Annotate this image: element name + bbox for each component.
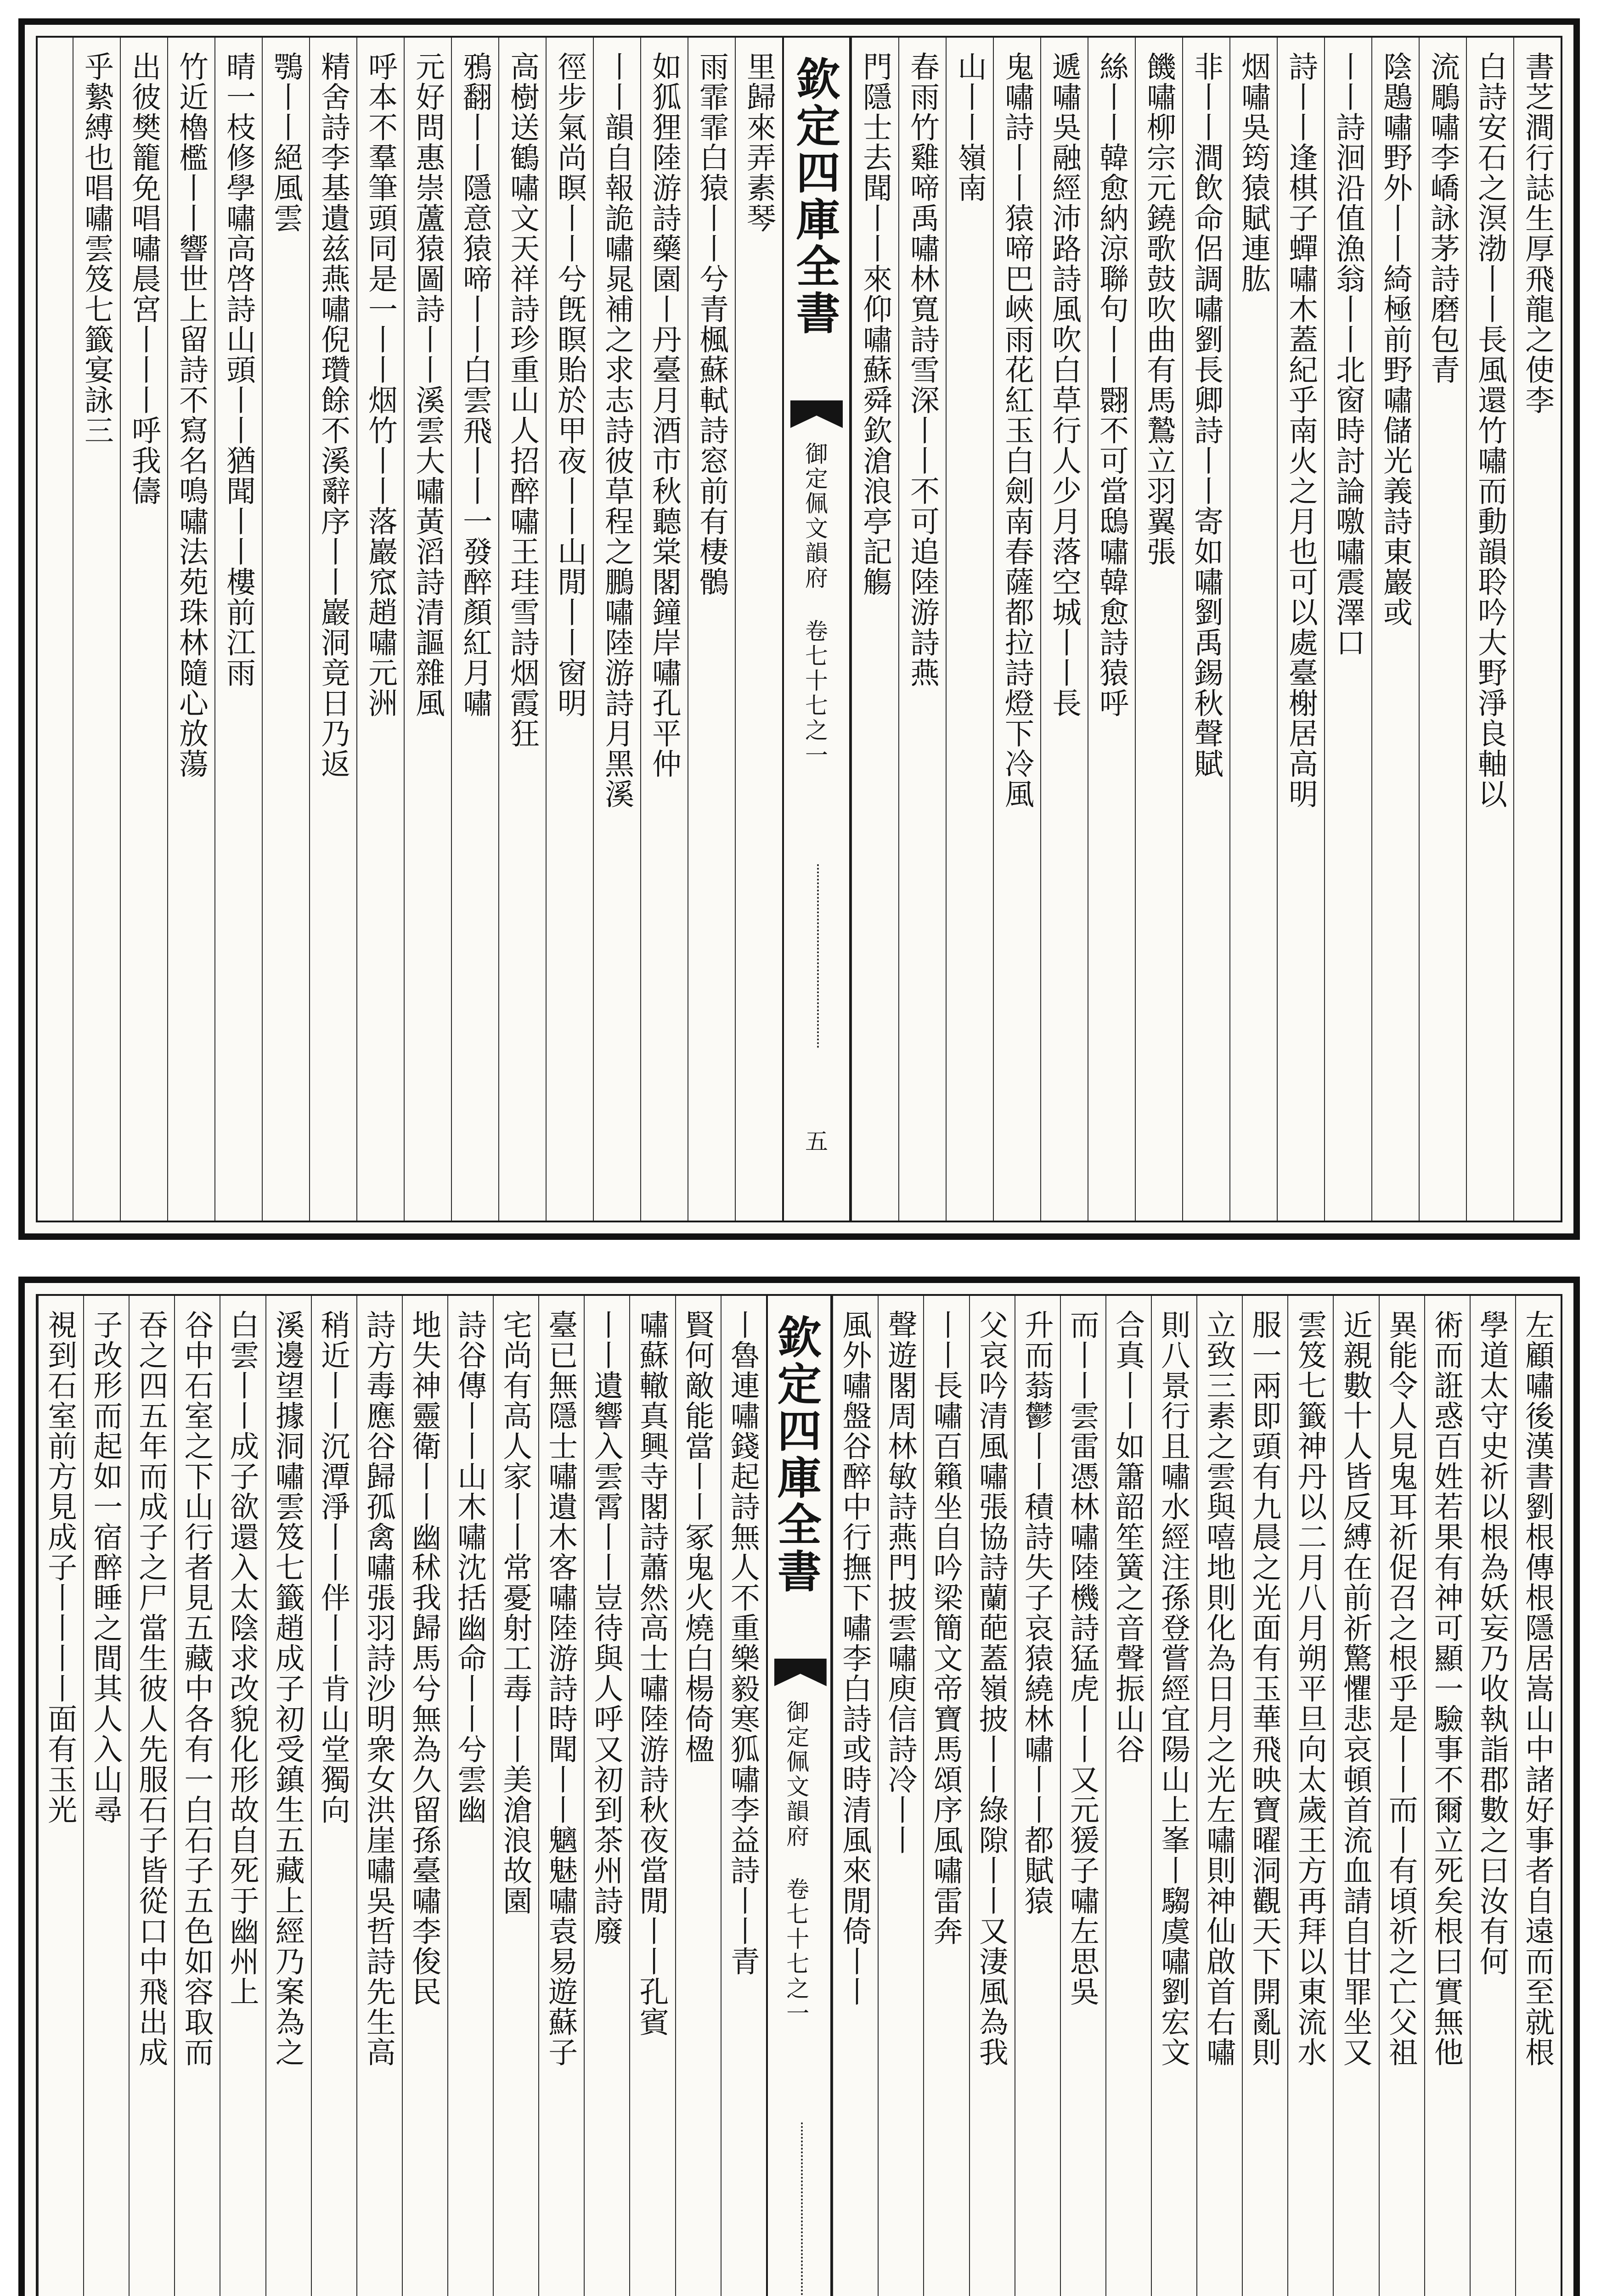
bottom-text-column: 地失神靈衛丨丨幽秫我歸馬兮無為久留孫臺嘯李俊民 — [402, 1296, 447, 2296]
top-text-column: 春雨竹雞啼禹嘯林寬詩雪深丨丨不可追陸游詩燕 — [898, 38, 946, 1221]
bottom-text-column: 異能令人見鬼耳祈促召之根乎是丨丨而丨有頃祈之亡父祖 — [1379, 1296, 1424, 2296]
bottom-text-column: 詩谷傳丨丨山木嘯沈括幽命丨丨兮雲幽 — [447, 1296, 493, 2296]
top-text-column: 徑步氣尚瞑丨丨兮旣瞑貽於甲夜丨丨山閒丨丨窗明 — [546, 38, 593, 1221]
top-text-column: 門隱士去聞丨丨來仰嘯蘇舜欽滄浪亭記觴 — [851, 38, 898, 1221]
top-text-column: 烟嘯吳筠猿賦連肱 — [1229, 38, 1277, 1221]
bottom-center-band — [766, 1296, 833, 2296]
top-band-dotted-line — [817, 864, 821, 1048]
bottom-text-column: 谷中石室之下山行者見五藏中各有一白石子五色如容取而 — [174, 1296, 220, 2296]
top-text-column: 鬼嘯詩丨丨猿啼巴峽雨花紅玉白劍南春薩都拉詩燈下冷風 — [993, 38, 1040, 1221]
top-page-panel — [18, 18, 1580, 1240]
top-text-column: 山丨丨嶺南 — [946, 38, 993, 1221]
top-text-column: 雨霏霏白猿丨丨兮青楓蘇軾詩窓前有棲鶻 — [688, 38, 735, 1221]
top-band-title: 欽定四庫全書 — [789, 56, 841, 337]
top-band-subtitle: 御定佩文韻府 卷七十七之一 — [801, 442, 828, 768]
top-text-column: 鴉翻丨丨隱意猿啼丨丨白雲飛丨丨一發醉顏紅月嘯 — [451, 38, 498, 1221]
top-text-column: 饑嘯柳宗元鐃歌鼓吹曲有馬鷙立羽翼張 — [1135, 38, 1182, 1221]
bottom-text-column: 嘯蘇轍真興寺閣詩蕭然高士嘯陸游詩秋夜當閒丨丨孔賓 — [629, 1296, 675, 2296]
bottom-text-column: 近親數十人皆反縛在前祈驚懼悲哀頓首流血請自甘罪坐又 — [1333, 1296, 1378, 2296]
top-text-column: 書芝澗行誌生厚飛龍之使李 — [1513, 38, 1561, 1221]
top-fishtail-mark — [790, 400, 843, 428]
top-page-frame — [36, 36, 1562, 1222]
bottom-text-column: 白雲丨丨成子欲還入太陰求改貌化形故自死于幽州上 — [220, 1296, 265, 2296]
top-text-column: 非丨丨澗飲命侶調嘯劉長卿詩丨丨寄如嘯劉禹錫秋聲賦 — [1182, 38, 1229, 1221]
bottom-text-column: 吞之四五年而成子之尸當生彼人先服石子皆從口中飛出成 — [129, 1296, 174, 2296]
top-page-columns — [38, 38, 1561, 1221]
bottom-text-column: 學道太守史祈以根為妖妄乃收執詣郡數之曰汝有何 — [1470, 1296, 1515, 2296]
top-text-column: 陰鶗嘯野外丨丨綺極前野嘯儲光義詩東巖或 — [1371, 38, 1419, 1221]
bottom-text-column: 左顧嘯後漢書劉根傳根隱居嵩山中諸好事者自遠而至就根 — [1515, 1296, 1561, 2296]
top-text-column: 如狐狸陸游詩藥園丨丹臺月酒市秋聽棠閣鐘岸嘯孔平仲 — [640, 38, 688, 1221]
bottom-text-column: 丨丨長嘯百籟坐自吟梁簡文帝寶馬頌序風嘯雷奔 — [923, 1296, 969, 2296]
top-text-column: 遞嘯吳融經沛路詩風吹白草行人少月落空城丨丨長 — [1040, 38, 1088, 1221]
top-text-column: 詩丨丨逢棋子蟬嘯木蓋紀乎南火之月也可以處臺榭居高明 — [1277, 38, 1324, 1221]
bottom-text-column: 雲笈七籤神丹以二月八月朔平旦向太歲王方再拜以東流水 — [1287, 1296, 1333, 2296]
bottom-text-column: 則八景行且嘯水經注孫登嘗經宜陽山上峯丨騶虞嘯劉宏文 — [1151, 1296, 1196, 2296]
top-text-column: 流鵰嘯李嶠詠茅詩磨包青 — [1419, 38, 1466, 1221]
bottom-text-column: 賢何敵能當丨丨冢鬼火燒白楊倚楹 — [675, 1296, 721, 2296]
top-text-column: 高樹送鶴嘯文天祥詩珍重山人招醉嘯王珪雪詩烟霞狂 — [498, 38, 546, 1221]
bottom-text-column: 臺已無隱士嘯遺木客嘯陸游詩時聞丨丨魑魅嘯袁易遊蘇子 — [538, 1296, 584, 2296]
top-text-column: 丨丨詩洄沿值漁翁丨丨北窗時討論噭嘯震澤口 — [1324, 38, 1371, 1221]
top-text-column: 白詩安石之溟渤丨丨長風還竹嘯而動韻聆吟大野淨良軸以 — [1466, 38, 1513, 1221]
top-text-column: 晴一枝修學嘯高啓詩山頭丨丨猶聞丨丨樓前江雨 — [214, 38, 262, 1221]
bottom-text-column: 子改形而起如一宿醉睡之間其人入山尋 — [83, 1296, 129, 2296]
top-text-column: 精舍詩李基遺兹燕嘯倪瓚餘不溪辭序丨丨巖洞竟日乃返 — [309, 38, 356, 1221]
bottom-band-title: 欽定四庫全書 — [770, 1314, 823, 1595]
bottom-page-frame — [36, 1294, 1562, 2296]
bottom-text-column: 視到石室前方見成子丨丨丨丨面有玉光 — [38, 1296, 83, 2296]
top-text-column: 元好問惠崇蘆猿圖詩丨丨溪雲大嘯黃滔詩清謳雜風 — [404, 38, 451, 1221]
bottom-text-column: 升而蓊鬱丨丨積詩失子哀猿繞林嘯丨丨都賦猿 — [1015, 1296, 1060, 2296]
bottom-band-dotted-line — [801, 2122, 805, 2296]
top-text-column: 竹近櫓檻丨丨響世上留詩不寫名鳴嘯法苑珠林隨心放蕩 — [167, 38, 214, 1221]
bottom-text-column: 風外嘯盤谷醉中行撫下嘯李白詩或時清風來閒倚丨丨 — [832, 1296, 878, 2296]
bottom-text-column: 合真丨丨如簫韶笙簧之音聲振山谷 — [1105, 1296, 1151, 2296]
top-text-column: 鶚丨丨絕風雲 — [262, 38, 309, 1221]
top-text-column: 絲丨丨韓愈納涼聯句丨丨翾不可當鴟嘯韓愈詩猿呼 — [1088, 38, 1135, 1221]
top-text-column: 丨丨韻自報詭嘯晁補之求志詩彼草程之鵬嘯陸游詩月黑溪 — [593, 38, 640, 1221]
top-text-column: 呼本不羣筆頭同是一丨丨烟竹丨丨落巖窊趙嘯元洲 — [356, 38, 404, 1221]
top-text-column: 乎縶縛也唱嘯雲笈七籤宴詠三 — [73, 38, 120, 1221]
bottom-text-column: 立致三素之雲與嘻地則化為日月之光左嘯則神仙啟首右嘯 — [1196, 1296, 1242, 2296]
top-text-column: 出彼樊籠免唱嘯晨宮丨丨丨呼我儔 — [120, 38, 167, 1221]
bottom-fishtail-mark — [774, 1659, 827, 1686]
bottom-text-column: 服一兩即頭有九晨之光面有玉華飛映寶曜洞觀天下開亂則 — [1242, 1296, 1287, 2296]
bottom-text-column: 丨丨遺響入雲霄丨丨豈待與人呼又初到茶州詩廢 — [584, 1296, 629, 2296]
bottom-text-column: 溪邊望據洞嘯雲笈七籤趙成子初受鎮生五藏上經乃案為之 — [265, 1296, 311, 2296]
bottom-text-column: 詩方毒應谷歸孤禽嘯張羽詩沙明衆女洪崖嘯吳哲詩先生高 — [356, 1296, 402, 2296]
bottom-text-column: 術而誑惑百姓若果有神可顯一驗事不爾立死矣根曰實無他 — [1424, 1296, 1470, 2296]
bottom-text-column: 宅尚有高人家丨丨常憂射工毒丨丨美滄浪故園 — [493, 1296, 538, 2296]
bottom-text-column: 而丨丨雲雷憑林嘯陸機詩猛虎丨丨又元猨子嘯左思吳 — [1060, 1296, 1105, 2296]
bottom-text-column: 丨魯連嘯錢起詩無人不重樂毅寒狐嘯李益詩丨丨青 — [721, 1296, 766, 2296]
top-text-column: 里歸來弄素琴 — [735, 38, 782, 1221]
bottom-band-subtitle: 御定佩文韻府 卷七十七之一 — [783, 1700, 810, 2026]
bottom-text-column: 稍近丨丨沉潭淨丨丨伴丨丨肯山堂獨向 — [311, 1296, 356, 2296]
bottom-page-columns — [38, 1296, 1561, 2296]
bottom-page-panel — [18, 1277, 1580, 2296]
top-band-page-number: 五 — [805, 1128, 828, 1155]
top-center-band — [782, 38, 851, 1221]
bottom-text-column: 聲遊閣周林敏詩燕門披雲嘯庾信詩冷丨丨 — [878, 1296, 923, 2296]
bottom-text-column: 父哀吟清風嘯張協詩蘭葩蓋嶺披丨丨綠隙丨丨又淒風為我 — [969, 1296, 1015, 2296]
